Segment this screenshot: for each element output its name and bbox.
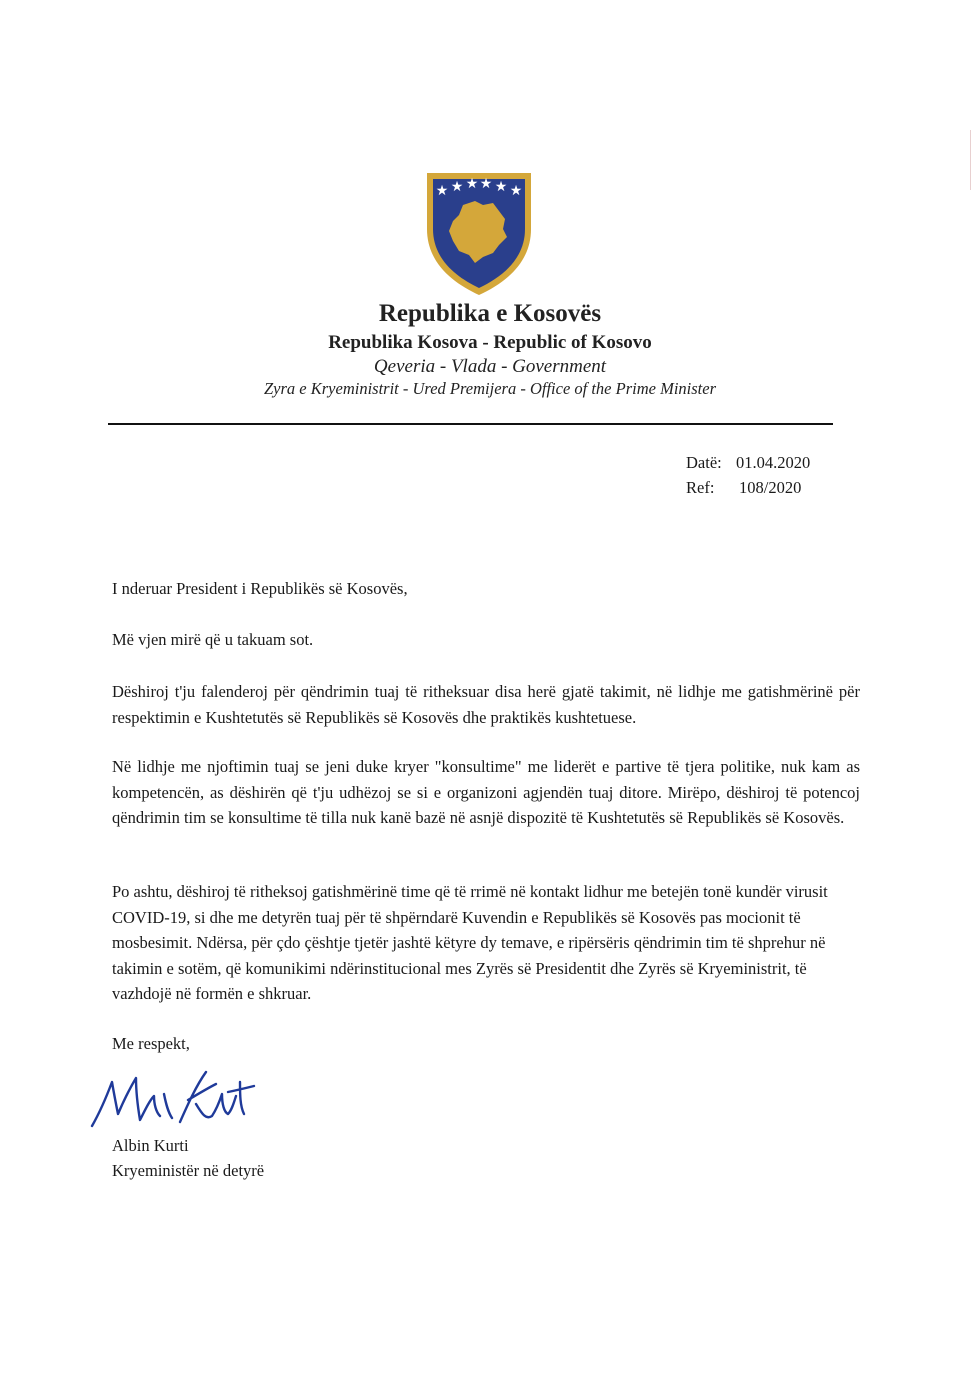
date-label: Datë: (686, 453, 722, 472)
paragraph-3: Në lidhje me njoftimin tuaj se jeni duke kryer "konsultime" me liderët e partive të tjera politike, nuk kam as kompetencën, as dëshirën që t'ju udhëzoj se si e organizoni agjendën tuaj ditore. Mirëpo, dëshiroj të potencoj qëndrimin tim se konsultime të tilla nuk kanë bazë në asnjë dispozitë të Kushtetutës së Republikës së Kosovës. (112, 757, 860, 827)
kosovo-coat-of-arms (423, 167, 535, 299)
date-line (686, 453, 810, 473)
signature (88, 1064, 258, 1136)
paragraph-2: Dëshiroj t'ju falenderoj për qëndrimin tuaj të ritheksuar disa herë gjatë takimit, në lidhje me gatishmërinë për respektimin e Kushtetutës së Republikës së Kosovës dhe praktikës kushtetuese. (112, 682, 860, 727)
salutation: I nderuar President i Republikës së Kosovës, (112, 579, 408, 598)
margin-mark (970, 130, 971, 190)
svg-text:★: ★ (435, 183, 449, 199)
svg-text:★: ★ (509, 183, 523, 199)
letterhead-subtitle: Republika Kosova - Republic of Kosovo (328, 332, 652, 353)
letterhead-government: Qeveria - Vlada - Government (373, 356, 607, 377)
svg-text:★: ★ (479, 176, 493, 192)
signer-name: Albin Kurti (112, 1136, 189, 1155)
svg-text:★: ★ (494, 179, 508, 195)
header-divider (108, 423, 833, 425)
paragraph-1: Më vjen mirë që u takuam sot. (112, 630, 314, 649)
ref-line (686, 478, 801, 498)
svg-text:★: ★ (465, 176, 479, 192)
letterhead-title: Republika e Kosovës (378, 300, 602, 327)
date-value: 01.04.2020 (736, 453, 811, 472)
signer-title: Kryeministër në detyrë (112, 1161, 265, 1180)
svg-text:★: ★ (450, 179, 464, 195)
ref-value: 108/2020 (739, 478, 802, 497)
paragraph-4: Po ashtu, dëshiroj të ritheksoj gatishmërinë time që të rrimë në kontakt lidhur me betejën tonë kundër virusit COVID-19, si dhe me detyrën tuaj për të shpërndarë Kuvendin e Republikës së Kosovës pas mocionit të mosbesimit. Ndërsa, për çdo çështje tjetër jashtë këtyre dy temave, e ripërsëris qëndrimin tim të shprehur në takimin e sotëm, që komunikimi ndërinstitucional mes Zyrës së Presidentit dhe Zyrës së Kryeministrit, të vazhdojë në formën e shkruar. (112, 882, 828, 1003)
letterhead-office: Zyra e Kryeministrit - Ured Premijera - Office of the Prime Minister (264, 379, 716, 398)
ref-label: Ref: (686, 478, 715, 497)
closing: Me respekt, (112, 1034, 190, 1053)
